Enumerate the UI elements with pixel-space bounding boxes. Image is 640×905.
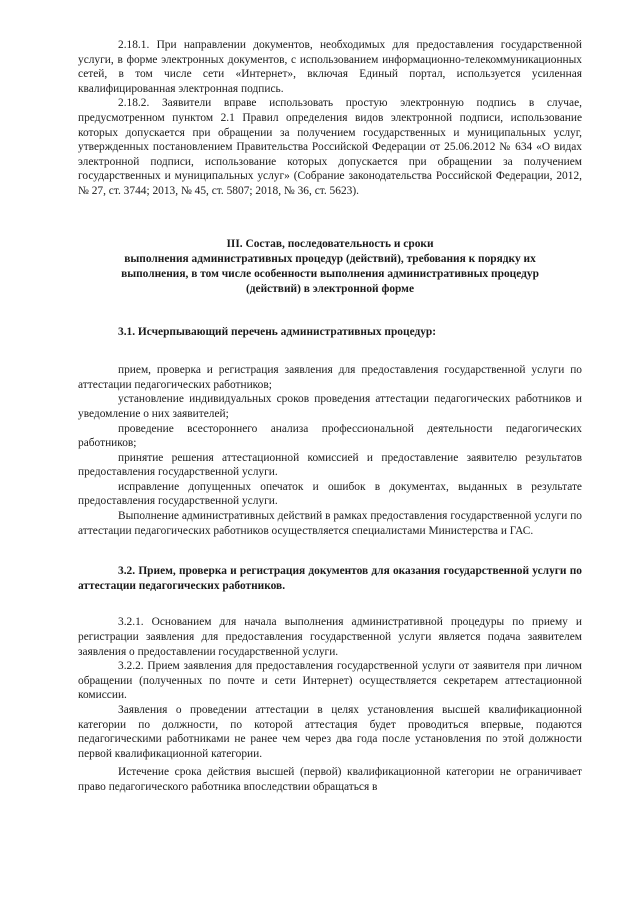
paragraph-3-2-2: 3.2.2. Прием заявления для предоставления государственной услуги от заявителя при личном обращении (полученных по почте и сети Интернет) осуществляется секретарем аттестационной комиссии. bbox=[78, 660, 582, 702]
procedures-list bbox=[78, 363, 582, 538]
section-title-line: (действий) в электронной форме bbox=[245, 282, 415, 295]
list-item: принятие решения аттестационной комиссией и предоставление заявителю результатов предоставления государственной услуги. bbox=[78, 451, 582, 479]
paragraph-2-18-1: 2.18.1. При направлении документов, необходимых для предоставления государственной услуги, в форме электронных документов, с использованием информационно-телекоммуникационных сетей, в том числе сети «Интернет», включая Единый портал, используется усиленная квалифицированная электронная подпись. bbox=[78, 39, 582, 95]
list-item: установление индивидуальных сроков проведения аттестации педагогических работников и уведомление о них заявителей; bbox=[78, 393, 582, 420]
paragraph: Истечение срока действия высшей (первой) квалификационной категории не ограничивает право педагогического работника впоследствии обращаться в bbox=[78, 766, 582, 793]
section-title-line: III. Состав, последовательность и сроки bbox=[226, 237, 434, 250]
list-item: Выполнение административных действий в рамках предоставления государственной услуги по аттестации педагогических работников осуществляется специалистами Министерства и ГАС. bbox=[78, 510, 582, 537]
list-item: прием, проверка и регистрация заявления для предоставления государственной услуги по аттестации педагогических работников; bbox=[78, 364, 582, 391]
subsection-3-2-heading: 3.2. Прием, проверка и регистрация документов для оказания государственной услуги по аттестации педагогических работников. bbox=[78, 565, 582, 592]
paragraph: Заявления о проведении аттестации в целях установления высшей квалификационной категории по должности, по которой аттестация будет проводиться впервые, подаются педагогическими работниками не ранее чем через два года после установления по этой должности первой квалификационной категории. bbox=[78, 704, 582, 760]
section-title-line: выполнения административных процедур (действий), требования к порядку их bbox=[124, 252, 536, 265]
list-item: проведение всестороннего анализа профессиональной деятельности педагогических работников; bbox=[78, 422, 582, 450]
subsection-3-1-heading: 3.1. Исчерпывающий перечень административных процедур: bbox=[118, 325, 437, 338]
section-title-line: выполнения, в том числе особенности выполнения административных процедур bbox=[121, 267, 539, 280]
section-title bbox=[78, 237, 582, 297]
subsection-3-2-body bbox=[78, 615, 582, 794]
paragraph-2-18-2: 2.18.2. Заявители вправе использовать простую электронную подпись в случае, предусмотренном пунктом 2.1 Правил определения видов электронной подписи, использование которых допускается при обращении за получением государственных и муниципальных услуг, утвержденных постановлением Правительства Российской Федерации от 25.06.2012 № 634 «О видах электронной подписи, использование которых допускается при обращении за получением государственных и муниципальных услуг» (Собрание законодательства Российской Федерации, 2012, № 27, ст. 3744; 2013, № 45, ст. 5807; 2018, № 36, ст. 5623). bbox=[78, 97, 582, 197]
paragraph-3-2-1: 3.2.1. Основанием для начала выполнения административной процедуры по приему и регистрации заявления для предоставления государственной услуги является подача заявителем заявления о предоставлении государственной услуги. bbox=[78, 616, 582, 658]
list-item: исправление допущенных опечаток и ошибок в документах, выданных в результате предоставления государственной услуги. bbox=[78, 480, 582, 508]
